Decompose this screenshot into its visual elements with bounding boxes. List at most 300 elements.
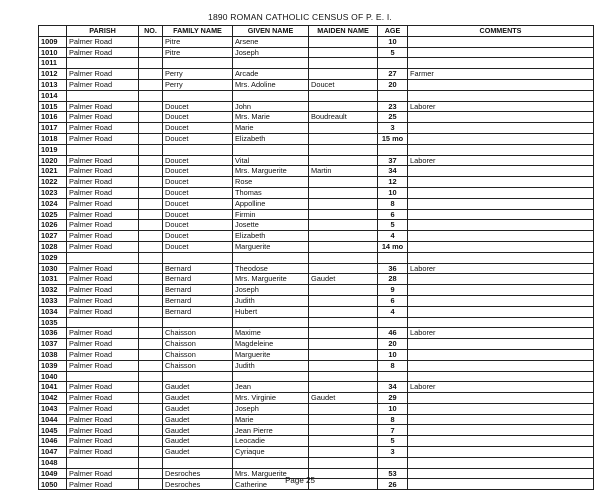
comments-cell: Laborer	[408, 101, 594, 112]
family-name-cell: Doucet	[163, 123, 233, 134]
record-number-cell: 1035	[39, 317, 67, 328]
maiden-name-cell	[309, 209, 378, 220]
age-cell: 15 mo	[378, 133, 408, 144]
no-cell	[139, 263, 163, 274]
parish-cell: Palmer Road	[67, 209, 139, 220]
given-name-cell: Josette	[233, 220, 309, 231]
record-number-cell: 1009	[39, 36, 67, 47]
parish-cell: Palmer Road	[67, 339, 139, 350]
table-row	[39, 209, 594, 220]
parish-cell	[67, 90, 139, 101]
no-cell	[139, 371, 163, 382]
age-cell: 26	[378, 479, 408, 490]
record-number-cell: 1023	[39, 187, 67, 198]
age-cell: 3	[378, 447, 408, 458]
table-row	[39, 339, 594, 350]
record-number-cell: 1044	[39, 414, 67, 425]
age-cell	[378, 317, 408, 328]
record-number-cell: 1018	[39, 133, 67, 144]
age-cell: 12	[378, 177, 408, 188]
given-name-cell: Mrs. Marguerite	[233, 274, 309, 285]
record-number-cell: 1017	[39, 123, 67, 134]
given-name-cell	[233, 457, 309, 468]
record-number-cell: 1013	[39, 79, 67, 90]
no-cell	[139, 360, 163, 371]
comments-cell	[408, 371, 594, 382]
table-row	[39, 263, 594, 274]
parish-cell: Palmer Road	[67, 447, 139, 458]
parish-cell	[67, 58, 139, 69]
record-number-cell: 1040	[39, 371, 67, 382]
table-row	[39, 241, 594, 252]
no-cell	[139, 58, 163, 69]
family-name-cell: Chaisson	[163, 339, 233, 350]
table-row	[39, 69, 594, 80]
maiden-name-cell	[309, 457, 378, 468]
maiden-name-cell: Gaudet	[309, 274, 378, 285]
given-name-cell: Rose	[233, 177, 309, 188]
given-name-cell: Magdeleine	[233, 339, 309, 350]
family-name-cell: Doucet	[163, 177, 233, 188]
no-cell	[139, 382, 163, 393]
maiden-name-cell	[309, 198, 378, 209]
family-name-cell: Bernard	[163, 274, 233, 285]
parish-cell: Palmer Road	[67, 285, 139, 296]
parish-cell: Palmer Road	[67, 360, 139, 371]
record-number-cell: 1016	[39, 112, 67, 123]
record-number-cell: 1046	[39, 436, 67, 447]
family-name-cell: Doucet	[163, 241, 233, 252]
table-row	[39, 436, 594, 447]
comments-cell	[408, 220, 594, 231]
given-name-cell: Joseph	[233, 403, 309, 414]
parish-cell: Palmer Road	[67, 295, 139, 306]
record-number-cell: 1039	[39, 360, 67, 371]
age-cell: 10	[378, 349, 408, 360]
maiden-name-cell	[309, 177, 378, 188]
age-cell: 8	[378, 414, 408, 425]
given-name-cell: Marguerite	[233, 241, 309, 252]
parish-cell	[67, 317, 139, 328]
family-name-cell: Bernard	[163, 263, 233, 274]
age-cell	[378, 58, 408, 69]
parish-cell: Palmer Road	[67, 403, 139, 414]
no-cell	[139, 166, 163, 177]
family-name-cell: Doucet	[163, 166, 233, 177]
family-name-cell: Doucet	[163, 101, 233, 112]
comments-cell	[408, 198, 594, 209]
given-name-cell	[233, 371, 309, 382]
parish-cell	[67, 457, 139, 468]
family-name-cell: Gaudet	[163, 436, 233, 447]
page-title: 1890 ROMAN CATHOLIC CENSUS OF P. E. I.	[208, 12, 392, 22]
given-name-cell: Elizabeth	[233, 133, 309, 144]
table-row	[39, 58, 594, 69]
record-number-cell: 1045	[39, 425, 67, 436]
maiden-name-cell	[309, 90, 378, 101]
comments-cell	[408, 414, 594, 425]
comments-cell	[408, 112, 594, 123]
record-number-cell: 1010	[39, 47, 67, 58]
no-cell	[139, 123, 163, 134]
given-name-cell: Marie	[233, 123, 309, 134]
table-row	[39, 393, 594, 404]
record-number-cell: 1042	[39, 393, 67, 404]
maiden-name-cell	[309, 349, 378, 360]
maiden-name-cell	[309, 36, 378, 47]
given-name-cell: Judith	[233, 295, 309, 306]
age-cell: 28	[378, 274, 408, 285]
comments-cell	[408, 133, 594, 144]
record-number-cell: 1029	[39, 252, 67, 263]
record-number-cell: 1020	[39, 155, 67, 166]
given-name-cell: Appolline	[233, 198, 309, 209]
table-row	[39, 112, 594, 123]
no-cell	[139, 177, 163, 188]
column-header-comments: COMMENTS	[408, 26, 594, 37]
record-number-cell: 1012	[39, 69, 67, 80]
no-cell	[139, 90, 163, 101]
no-cell	[139, 274, 163, 285]
header-row	[39, 26, 594, 37]
table-row	[39, 90, 594, 101]
record-number-cell: 1049	[39, 468, 67, 479]
age-cell: 20	[378, 79, 408, 90]
age-cell: 4	[378, 231, 408, 242]
maiden-name-cell	[309, 123, 378, 134]
table-row	[39, 144, 594, 155]
given-name-cell: Judith	[233, 360, 309, 371]
no-cell	[139, 231, 163, 242]
maiden-name-cell	[309, 382, 378, 393]
age-cell: 34	[378, 382, 408, 393]
no-cell	[139, 295, 163, 306]
census-table	[38, 25, 594, 490]
family-name-cell	[163, 317, 233, 328]
given-name-cell: Mrs. Marguerite	[233, 468, 309, 479]
table-row	[39, 295, 594, 306]
family-name-cell	[163, 90, 233, 101]
no-cell	[139, 220, 163, 231]
age-cell	[378, 144, 408, 155]
census-table-body	[39, 36, 594, 489]
table-row	[39, 47, 594, 58]
given-name-cell: Jean Pierre	[233, 425, 309, 436]
maiden-name-cell	[309, 47, 378, 58]
table-row	[39, 155, 594, 166]
age-cell: 25	[378, 112, 408, 123]
table-row	[39, 177, 594, 188]
record-number-cell: 1048	[39, 457, 67, 468]
comments-cell	[408, 403, 594, 414]
age-cell	[378, 457, 408, 468]
comments-cell	[408, 274, 594, 285]
family-name-cell: Doucet	[163, 220, 233, 231]
comments-cell: Laborer	[408, 155, 594, 166]
no-cell	[139, 133, 163, 144]
table-row	[39, 447, 594, 458]
given-name-cell: Arsene	[233, 36, 309, 47]
no-cell	[139, 349, 163, 360]
record-number-cell: 1011	[39, 58, 67, 69]
parish-cell: Palmer Road	[67, 220, 139, 231]
column-header-family-name: FAMILY NAME	[163, 26, 233, 37]
family-name-cell	[163, 144, 233, 155]
maiden-name-cell	[309, 447, 378, 458]
maiden-name-cell	[309, 339, 378, 350]
comments-cell	[408, 317, 594, 328]
no-cell	[139, 187, 163, 198]
parish-cell: Palmer Road	[67, 241, 139, 252]
column-header-maiden-name: MAIDEN NAME	[309, 26, 378, 37]
parish-cell: Palmer Road	[67, 479, 139, 490]
column-header-age: AGE	[378, 26, 408, 37]
given-name-cell: Marguerite	[233, 349, 309, 360]
maiden-name-cell	[309, 252, 378, 263]
comments-cell	[408, 90, 594, 101]
record-number-cell: 1021	[39, 166, 67, 177]
table-row	[39, 220, 594, 231]
maiden-name-cell	[309, 285, 378, 296]
no-cell	[139, 457, 163, 468]
family-name-cell: Desroches	[163, 479, 233, 490]
table-row	[39, 133, 594, 144]
maiden-name-cell: Gaudet	[309, 393, 378, 404]
parish-cell: Palmer Road	[67, 393, 139, 404]
given-name-cell: Mrs. Virginie	[233, 393, 309, 404]
record-number-cell: 1032	[39, 285, 67, 296]
table-row	[39, 349, 594, 360]
comments-cell	[408, 393, 594, 404]
comments-cell	[408, 360, 594, 371]
no-cell	[139, 414, 163, 425]
comments-cell	[408, 425, 594, 436]
age-cell: 9	[378, 285, 408, 296]
parish-cell: Palmer Road	[67, 425, 139, 436]
comments-cell	[408, 187, 594, 198]
no-cell	[139, 79, 163, 90]
family-name-cell: Bernard	[163, 295, 233, 306]
family-name-cell: Gaudet	[163, 403, 233, 414]
table-row	[39, 328, 594, 339]
table-row	[39, 36, 594, 47]
no-cell	[139, 285, 163, 296]
no-cell	[139, 339, 163, 350]
family-name-cell: Doucet	[163, 187, 233, 198]
parish-cell: Palmer Road	[67, 155, 139, 166]
parish-cell: Palmer Road	[67, 468, 139, 479]
record-number-cell: 1031	[39, 274, 67, 285]
age-cell: 6	[378, 209, 408, 220]
parish-cell: Palmer Road	[67, 436, 139, 447]
table-row	[39, 414, 594, 425]
comments-cell	[408, 36, 594, 47]
no-cell	[139, 447, 163, 458]
maiden-name-cell	[309, 58, 378, 69]
no-cell	[139, 144, 163, 155]
comments-cell	[408, 447, 594, 458]
parish-cell: Palmer Road	[67, 349, 139, 360]
comments-cell	[408, 252, 594, 263]
family-name-cell: Bernard	[163, 285, 233, 296]
given-name-cell: Maxime	[233, 328, 309, 339]
age-cell: 5	[378, 436, 408, 447]
maiden-name-cell	[309, 360, 378, 371]
record-number-cell: 1043	[39, 403, 67, 414]
record-number-cell: 1047	[39, 447, 67, 458]
record-number-cell: 1041	[39, 382, 67, 393]
given-name-cell: Mrs. Adoline	[233, 79, 309, 90]
parish-cell: Palmer Road	[67, 263, 139, 274]
given-name-cell: Hubert	[233, 306, 309, 317]
record-number-cell: 1033	[39, 295, 67, 306]
table-row	[39, 123, 594, 134]
table-row	[39, 79, 594, 90]
no-cell	[139, 209, 163, 220]
age-cell: 3	[378, 123, 408, 134]
maiden-name-cell	[309, 328, 378, 339]
table-row	[39, 274, 594, 285]
maiden-name-cell	[309, 317, 378, 328]
maiden-name-cell	[309, 436, 378, 447]
parish-cell: Palmer Road	[67, 166, 139, 177]
age-cell: 8	[378, 360, 408, 371]
given-name-cell: Theodose	[233, 263, 309, 274]
comments-cell: Farmer	[408, 69, 594, 80]
table-row	[39, 317, 594, 328]
given-name-cell: Vital	[233, 155, 309, 166]
given-name-cell	[233, 58, 309, 69]
given-name-cell	[233, 90, 309, 101]
record-number-cell: 1026	[39, 220, 67, 231]
parish-cell: Palmer Road	[67, 306, 139, 317]
age-cell	[378, 90, 408, 101]
table-row	[39, 457, 594, 468]
given-name-cell: Joseph	[233, 285, 309, 296]
age-cell: 53	[378, 468, 408, 479]
table-row	[39, 285, 594, 296]
no-cell	[139, 393, 163, 404]
no-cell	[139, 306, 163, 317]
family-name-cell: Gaudet	[163, 447, 233, 458]
parish-cell	[67, 371, 139, 382]
column-header-given-name: GIVEN NAME	[233, 26, 309, 37]
table-row	[39, 371, 594, 382]
record-number-cell: 1036	[39, 328, 67, 339]
parish-cell: Palmer Road	[67, 69, 139, 80]
table-row	[39, 187, 594, 198]
record-number-cell: 1034	[39, 306, 67, 317]
family-name-cell: Bernard	[163, 306, 233, 317]
parish-cell: Palmer Road	[67, 112, 139, 123]
parish-cell: Palmer Road	[67, 274, 139, 285]
table-row	[39, 403, 594, 414]
given-name-cell: Catherine	[233, 479, 309, 490]
comments-cell	[408, 231, 594, 242]
comments-cell	[408, 177, 594, 188]
column-header-number	[39, 26, 67, 37]
family-name-cell: Doucet	[163, 209, 233, 220]
family-name-cell: Doucet	[163, 133, 233, 144]
age-cell: 37	[378, 155, 408, 166]
comments-cell	[408, 58, 594, 69]
parish-cell: Palmer Road	[67, 187, 139, 198]
comments-cell	[408, 457, 594, 468]
table-row	[39, 198, 594, 209]
maiden-name-cell	[309, 403, 378, 414]
family-name-cell: Doucet	[163, 231, 233, 242]
age-cell: 34	[378, 166, 408, 177]
no-cell	[139, 252, 163, 263]
family-name-cell: Pitre	[163, 36, 233, 47]
no-cell	[139, 47, 163, 58]
record-number-cell: 1028	[39, 241, 67, 252]
family-name-cell: Doucet	[163, 155, 233, 166]
record-number-cell: 1050	[39, 479, 67, 490]
age-cell: 10	[378, 403, 408, 414]
given-name-cell: Firmin	[233, 209, 309, 220]
given-name-cell: Thomas	[233, 187, 309, 198]
given-name-cell: Mrs. Marie	[233, 112, 309, 123]
comments-cell	[408, 47, 594, 58]
parish-cell: Palmer Road	[67, 47, 139, 58]
maiden-name-cell	[309, 144, 378, 155]
no-cell	[139, 101, 163, 112]
given-name-cell: Arcade	[233, 69, 309, 80]
comments-cell	[408, 285, 594, 296]
age-cell: 7	[378, 425, 408, 436]
comments-cell	[408, 79, 594, 90]
comments-cell	[408, 339, 594, 350]
table-row	[39, 306, 594, 317]
no-cell	[139, 36, 163, 47]
comments-cell	[408, 436, 594, 447]
no-cell	[139, 69, 163, 80]
given-name-cell: John	[233, 101, 309, 112]
no-cell	[139, 112, 163, 123]
age-cell: 8	[378, 198, 408, 209]
comments-cell: Laborer	[408, 328, 594, 339]
record-number-cell: 1038	[39, 349, 67, 360]
maiden-name-cell	[309, 425, 378, 436]
maiden-name-cell	[309, 241, 378, 252]
age-cell	[378, 371, 408, 382]
family-name-cell: Gaudet	[163, 414, 233, 425]
family-name-cell: Chaisson	[163, 360, 233, 371]
parish-cell: Palmer Road	[67, 328, 139, 339]
given-name-cell: Mrs. Marguerite	[233, 166, 309, 177]
page-number: Page 25	[285, 476, 315, 485]
maiden-name-cell	[309, 306, 378, 317]
given-name-cell	[233, 144, 309, 155]
family-name-cell: Gaudet	[163, 393, 233, 404]
family-name-cell: Perry	[163, 79, 233, 90]
maiden-name-cell	[309, 263, 378, 274]
comments-cell	[408, 349, 594, 360]
family-name-cell: Perry	[163, 69, 233, 80]
table-row	[39, 382, 594, 393]
parish-cell: Palmer Road	[67, 101, 139, 112]
no-cell	[139, 403, 163, 414]
family-name-cell	[163, 58, 233, 69]
table-row	[39, 231, 594, 242]
age-cell: 36	[378, 263, 408, 274]
maiden-name-cell	[309, 220, 378, 231]
age-cell	[378, 252, 408, 263]
age-cell: 6	[378, 295, 408, 306]
no-cell	[139, 241, 163, 252]
comments-cell	[408, 123, 594, 134]
